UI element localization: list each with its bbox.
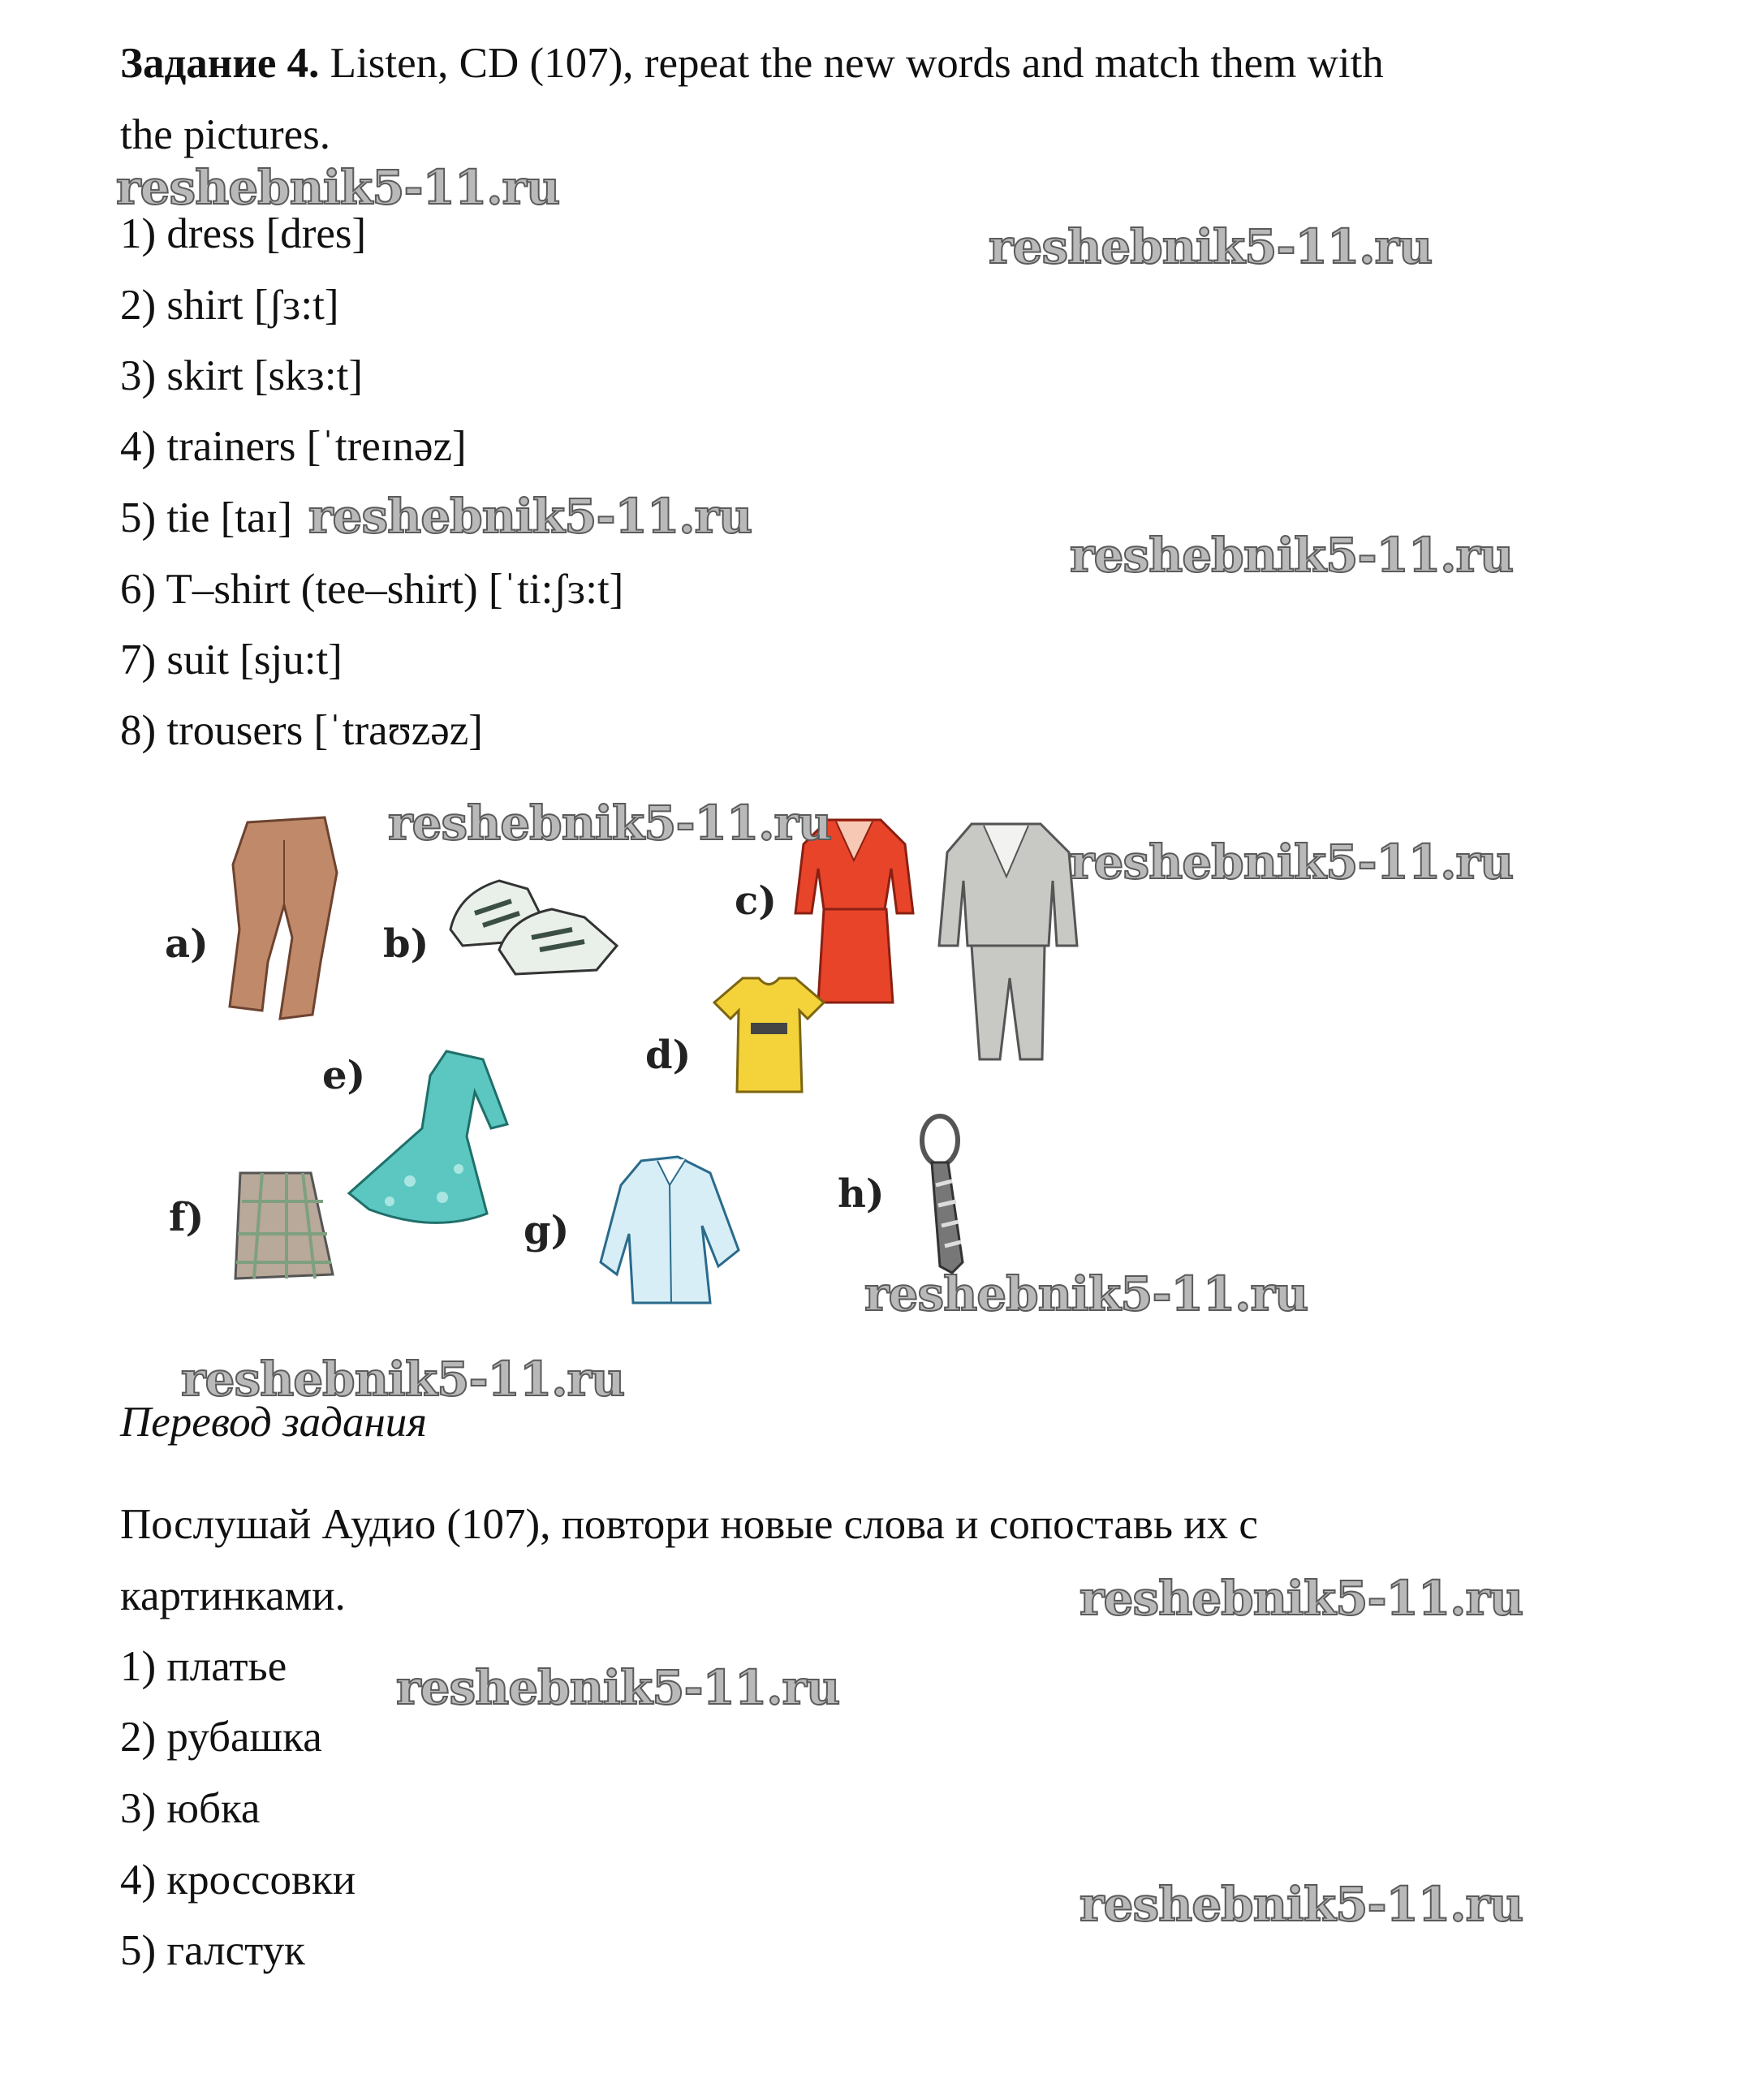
word-item: 5) tie [taɪ] bbox=[120, 494, 292, 541]
watermark: reshebnik5-11.ru bbox=[989, 219, 1433, 274]
watermark: reshebnik5-11.ru bbox=[1080, 1571, 1523, 1626]
picture-label-d: d) bbox=[645, 1033, 692, 1078]
watermark: reshebnik5-11.ru bbox=[864, 1266, 1308, 1322]
watermark: reshebnik5-11.ru bbox=[1080, 1877, 1523, 1932]
tie-picture bbox=[907, 1112, 980, 1274]
skirt-picture bbox=[234, 1169, 335, 1283]
task-title bbox=[120, 39, 1384, 88]
grey-suit-picture bbox=[935, 816, 1081, 1063]
translation-item: 5) галстук bbox=[120, 1927, 305, 1974]
watermark: reshebnik5-11.ru bbox=[308, 489, 752, 544]
word-item: 2) shirt [ʃɜ:t] bbox=[120, 282, 339, 329]
picture-label-a: a) bbox=[165, 921, 209, 967]
word-item: 6) T–shirt (tee–shirt) [ˈti:ʃɜ:t] bbox=[120, 566, 624, 613]
translation-item: 2) рубашка bbox=[120, 1714, 322, 1761]
word-item: 8) trousers [ˈtraʊzəz] bbox=[120, 707, 483, 754]
translation-heading: Перевод задания bbox=[120, 1399, 427, 1446]
word-item: 1) dress [dres] bbox=[120, 210, 367, 257]
picture-label-e: e) bbox=[322, 1053, 366, 1098]
translation-text-cont: картинками. bbox=[120, 1572, 346, 1619]
watermark: reshebnik5-11.ru bbox=[388, 796, 832, 851]
shirt-picture bbox=[597, 1153, 747, 1307]
task-number: Задание 4. bbox=[120, 40, 320, 87]
task-instruction-cont: the pictures. bbox=[120, 111, 331, 158]
picture-label-g: g) bbox=[524, 1208, 570, 1253]
picture-label-h: h) bbox=[838, 1171, 885, 1217]
dress-picture bbox=[345, 1047, 515, 1234]
word-item: 7) suit [sju:t] bbox=[120, 636, 343, 683]
watermark: reshebnik5-11.ru bbox=[116, 160, 560, 215]
translation-text: Послушай Аудио (107), повтори новые слова и сопоставь их с bbox=[120, 1501, 1258, 1548]
translation-item: 4) кроссовки bbox=[120, 1856, 356, 1904]
trainers-picture bbox=[442, 869, 625, 982]
word-item: 4) trainers [ˈtreɪnəz] bbox=[120, 423, 467, 470]
watermark: reshebnik5-11.ru bbox=[181, 1352, 625, 1407]
watermark: reshebnik5-11.ru bbox=[396, 1660, 840, 1715]
watermark: reshebnik5-11.ru bbox=[1070, 834, 1514, 890]
picture-label-c: c) bbox=[735, 878, 777, 924]
word-item: 3) skirt [skɜ:t] bbox=[120, 352, 364, 399]
watermark: reshebnik5-11.ru bbox=[1070, 528, 1514, 583]
tshirt-picture bbox=[714, 974, 824, 1096]
task-instruction: Listen, CD (107), repeat the new words and match them with bbox=[319, 40, 1384, 87]
picture-label-f: f) bbox=[169, 1195, 205, 1240]
translation-item: 3) юбка bbox=[120, 1785, 261, 1832]
trousers-picture bbox=[215, 816, 345, 1023]
picture-label-b: b) bbox=[383, 921, 429, 967]
translation-item: 1) платье bbox=[120, 1643, 287, 1690]
